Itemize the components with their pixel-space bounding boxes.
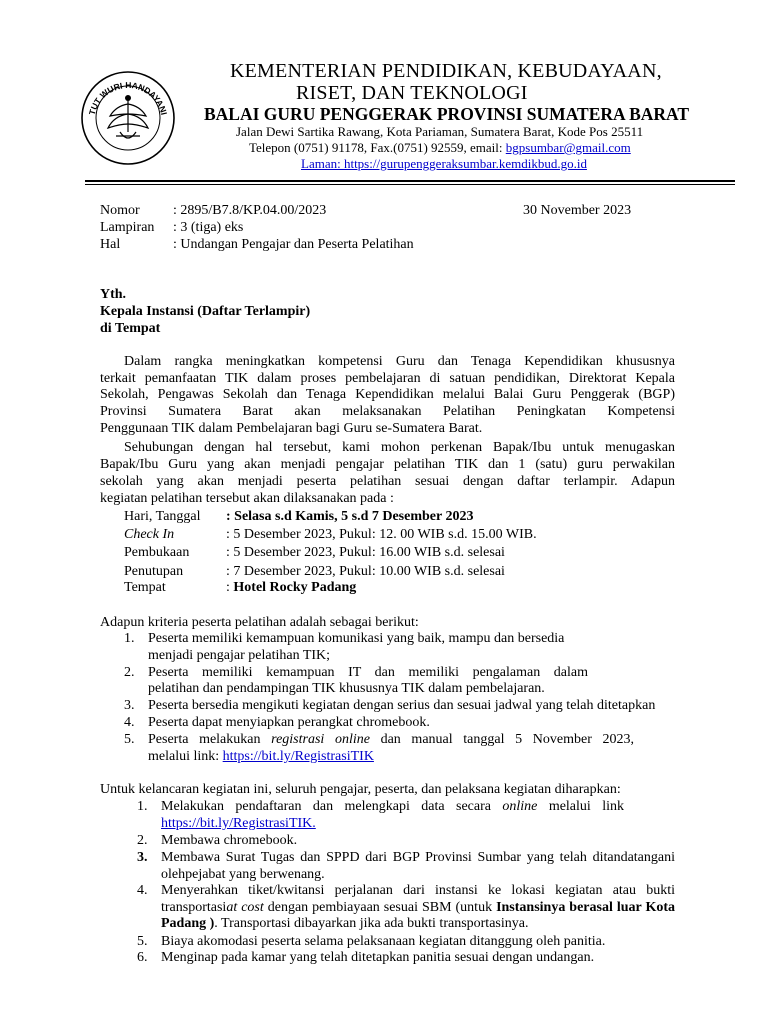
req-text: Biaya akomodasi peserta selama pelaksanaan kegiatan ditanggung oleh panitia. [161,934,606,949]
schedule-label-checkin: Check In [124,527,175,542]
criteria-text: Peserta bersedia mengikuti kegiatan dengan serius dan sesuai jadwal yang telah ditetapkan [148,698,656,713]
para2-line: Sehubungan dengan hal tersebut, kami mohon perkenan Bapak/Ibu untuk menugaskan [124,440,675,455]
schedule-value-checkin: : 5 Desember 2023, Pukul: 12. 00 WIB s.d. 15.00 WIB. [226,527,537,542]
req-text: Membawa Surat Tugas dan SPPD dari BGP Provinsi Sumbar yang telah ditandatangani [161,850,675,865]
requirements-intro: Untuk kelancaran kegiatan ini, seluruh pengajar, peserta, dan pelaksana kegiatan diharapkan: [100,782,621,797]
criteria5-b: dan manual tanggal 5 November 2023, [369,732,634,747]
letter-date: 30 November 2023 [523,203,632,218]
recipient-place: di Tempat [100,321,161,336]
contact-line [249,140,631,156]
lampiran-value: : 3 (tiga) eks [173,220,244,235]
req-num: 4. [137,883,148,898]
criteria5-italic: registrasi online [271,732,370,747]
req1-b: melalui link [537,799,624,814]
criteria5-link-label: melalui link: [148,749,223,764]
schedule-value-opening: : 5 Desember 2023, Pukul: 16.00 WIB s.d. selesai [226,545,505,560]
req-num: 2. [137,833,148,848]
address: Jalan Dewi Sartika Rawang, Kota Pariaman, Sumatera Barat, Kode Pos 25511 [236,124,644,139]
criteria-intro: Adapun kriteria peserta pelatihan adalah sebagai berikut: [100,615,419,630]
institution-name: BALAI GURU PENGGERAK PROVINSI SUMATERA BARAT [204,104,690,124]
req4-a: transportasi [161,900,227,915]
criteria-text: Peserta dapat menyiapkan perangkat chromebook. [148,715,430,730]
req1-italic: online [502,799,538,814]
recipient-name: Kepala Instansi (Daftar Terlampir) [100,304,311,319]
req4-b: dengan pembiayaan sesuai SBM (untuk [263,900,497,915]
req-num: 1. [137,799,148,814]
phone-text: Telepon (0751) 91178, Fax.(0751) 92559, email: [249,140,506,155]
req-text-cont: olehpejabat yang berwenang. [161,867,325,882]
registration-link[interactable]: https://bit.ly/RegistrasiTIK [222,749,374,764]
schedule-label-day: Hari, Tanggal [124,509,201,524]
hal-label: Hal [100,237,121,252]
criteria-text-cont [148,749,374,765]
para1-line: Provinsi Sumatera Barat akan melaksanakan Pelatihan Peningkatan Kompetensi [100,404,675,419]
hal-value: : Undangan Pengajar dan Peserta Pelatihan [173,237,414,252]
para2-line: kegiatan pelatihan tersebut akan dilaksanakan pada : [100,491,394,506]
criteria-text-cont: pelatihan dan pendampingan TIK khususnya TIK dalam pembelajaran. [148,681,545,696]
ministry-logo [80,70,176,166]
para2-line: sekolah yang akan menjadi peserta pelatihan sesuai dengan daftar terlampir. Adapun [100,474,675,489]
criteria-text: Peserta memiliki kemampuan komunikasi yang baik, mampu dan bersedia [148,631,565,646]
criteria-text: Peserta memiliki kemampuan IT dan memiliki pengalaman dalam [148,665,588,680]
schedule-value-day: : Selasa s.d Kamis, 5 s.d 7 Desember 2023 [226,509,474,524]
schedule-label-opening: Pembukaan [124,545,190,560]
criteria-num: 1. [124,631,135,646]
schedule-value-place [226,580,356,596]
para1-line: Penggunaan TIK dalam Pembelajaran bagi Guru se-Sumatera Barat. [100,421,483,436]
req-num: 5. [137,934,148,949]
nomor-value: : 2895/B7.8/KP.04.00/2023 [173,203,327,218]
para1-line: Dalam rangka meningkatkan kompetensi Guru dan Tenaga Kependidikan khususnya [124,354,675,369]
criteria-num: 4. [124,715,135,730]
para1-line: Sekolah, Pengawas Sekolah dan Tenaga Kependidikan melalui Balai Guru Penggerak (BGP) [100,387,675,402]
logo-motto: TUT WURI HANDAYANI [86,79,170,116]
recipient-yth: Yth. [100,287,127,302]
schedule-label-place: Tempat [124,580,166,595]
criteria-text [148,732,634,748]
schedule-label-closing: Penutupan [124,564,184,579]
req4-italic: at cost [226,900,264,915]
ministry-line-2: RISET, DAN TEKNOLOGI [296,82,528,104]
para2-line: Bapak/Ibu Guru yang akan menjadi pengajar pelatihan TIK dan 1 (satu) guru perwakilan [100,457,675,472]
req1-a: Melakukan pendaftaran dan melengkapi data secara [161,799,503,814]
req-text-cont [161,900,675,916]
req-num: 6. [137,950,148,965]
place-colon: : [226,580,234,595]
req-text: Membawa chromebook. [161,833,298,848]
ministry-line-1: KEMENTERIAN PENDIDIKAN, KEBUDAYAAN, [230,60,662,82]
criteria-num: 3. [124,698,135,713]
req-text-cont [161,916,528,932]
req-text: Menyerahkan tiket/kwitansi perjalanan dari instansi ke lokasi kegiatan atau bukti [161,883,675,898]
req1-link[interactable]: https://bit.ly/RegistrasiTIK. [161,816,316,831]
para1-line: terkait pemanfaatan TIK dalam proses pembelajaran di satuan pendidikan, Direktorat Kepala [100,371,675,386]
req-text: Menginap pada kamar yang telah ditetapkan panitia sesuai dengan undangan. [161,950,595,965]
req4-bold: Instansinya berasal luar Kota [496,900,676,915]
lampiran-label: Lampiran [100,220,155,235]
header-rule-thin [85,184,735,185]
criteria-num: 5. [124,732,135,747]
req4-rest: . Transportasi dibayarkan jika ada bukti transportasinya. [214,916,529,931]
website-link[interactable]: Laman: https://gurupenggeraksumbar.kemdikbud.go.id [301,156,587,171]
req4-bold-2: Padang ) [161,916,215,931]
criteria-num: 2. [124,665,135,680]
nomor-label: Nomor [100,203,140,218]
header-rule-thick [85,180,735,182]
req-num: 3. [137,850,148,865]
schedule-value-closing: : 7 Desember 2023, Pukul: 10.00 WIB s.d. selesai [226,564,505,579]
req-text [161,799,624,815]
criteria-text-cont: menjadi pengajar pelatihan TIK; [148,648,331,663]
place-name: Hotel Rocky Padang [233,580,357,595]
email-link[interactable]: bgpsumbar@gmail.com [505,140,631,155]
criteria5-a: Peserta melakukan [148,732,272,747]
